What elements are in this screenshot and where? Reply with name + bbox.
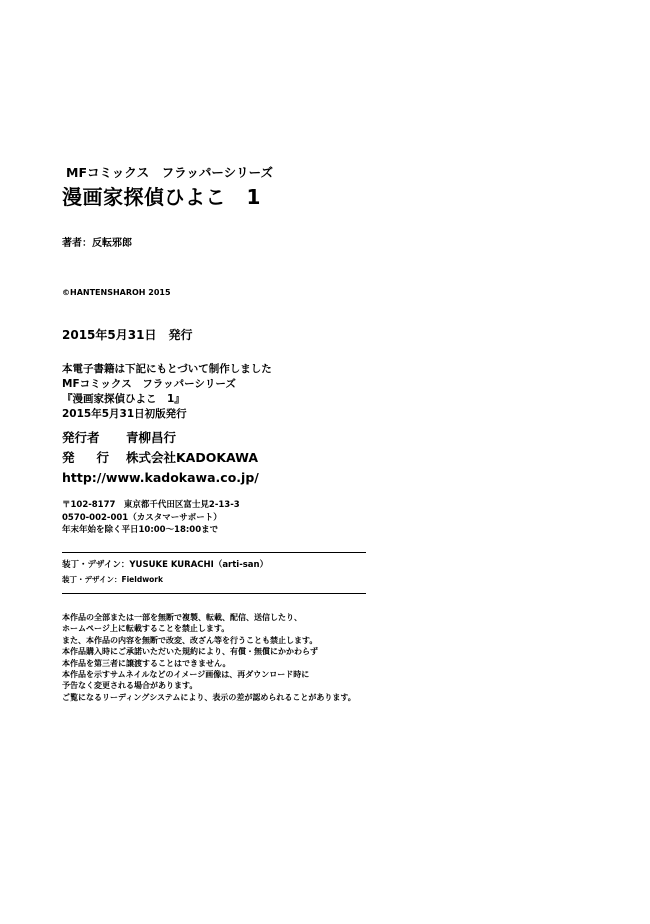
publisher-label: 発行 <box>62 450 132 465</box>
legal-note-line: 本作品の全部または一部を無断で複製、転載、配信、送信したり、 <box>62 613 302 622</box>
copyright-notice: ©HANTENSHAROH 2015 <box>62 288 171 297</box>
legal-note-line: 本作品を示すサムネイルなどのイメージ画像は、再ダウンロード時に <box>62 670 310 680</box>
publisher-block <box>62 428 259 488</box>
edition-note-line: 2015年5月31日初版発行 <box>62 408 187 420</box>
legal-note-line: ホームページ上に転載することを禁止します。 <box>62 624 230 634</box>
author-line: 著者：反転邪郎 <box>62 238 132 249</box>
issuer-row <box>62 428 259 448</box>
contact-hours: 年末年始を除く平日10:00～18:00まで <box>62 525 219 535</box>
publisher-name: 株式会社KADOKAWA <box>126 450 259 465</box>
legal-note-line: 本作品を第三者に譲渡することはできません。 <box>62 658 231 668</box>
divider <box>62 593 366 594</box>
contact-address: 〒102-8177 東京都千代田区富士見2-13-3 <box>62 500 240 510</box>
design-credit: 装丁・デザイン：YUSUKE KURACHI（arti-san） <box>62 560 269 570</box>
publication-date: 2015年5月31日 発行 <box>62 328 193 342</box>
divider <box>62 552 366 553</box>
issuer-label: 発行者 <box>62 430 100 445</box>
edition-note-line: 本電子書籍は下記にもとづいて制作しました <box>62 363 272 375</box>
series-name: MFコミックス フラッパーシリーズ <box>66 165 273 180</box>
legal-note-line: 本作品購入時にご承諾いただいた規約により、有償・無償にかかわらず <box>62 647 318 657</box>
book-title: 漫画家探偵ひよこ 1 <box>62 185 261 209</box>
edition-note-line: MFコミックス フラッパーシリーズ <box>62 378 236 390</box>
contact-phone: 0570-002-001（カスタマーサポート） <box>62 512 222 523</box>
issuer-name: 青柳昌行 <box>126 430 177 445</box>
edition-note-line: 『漫画家探偵ひよこ 1』 <box>62 393 185 405</box>
edition-note <box>62 362 272 422</box>
contact-block <box>62 499 240 537</box>
publisher-row <box>62 448 259 468</box>
legal-note-line: 予告なく変更される場合があります。 <box>62 681 198 691</box>
legal-notes <box>62 612 356 703</box>
legal-note-line: ご覧になるリーディングシステムにより、表示の差が認められることがあります。 <box>62 692 356 702</box>
publisher-url[interactable]: http://www.kadokawa.co.jp/ <box>62 470 259 485</box>
design-credit: 装丁・デザイン：Fieldwork <box>62 575 163 584</box>
legal-note-line: また、本作品の内容を無断で改変、改ざん等を行うことも禁止します。 <box>62 635 318 645</box>
